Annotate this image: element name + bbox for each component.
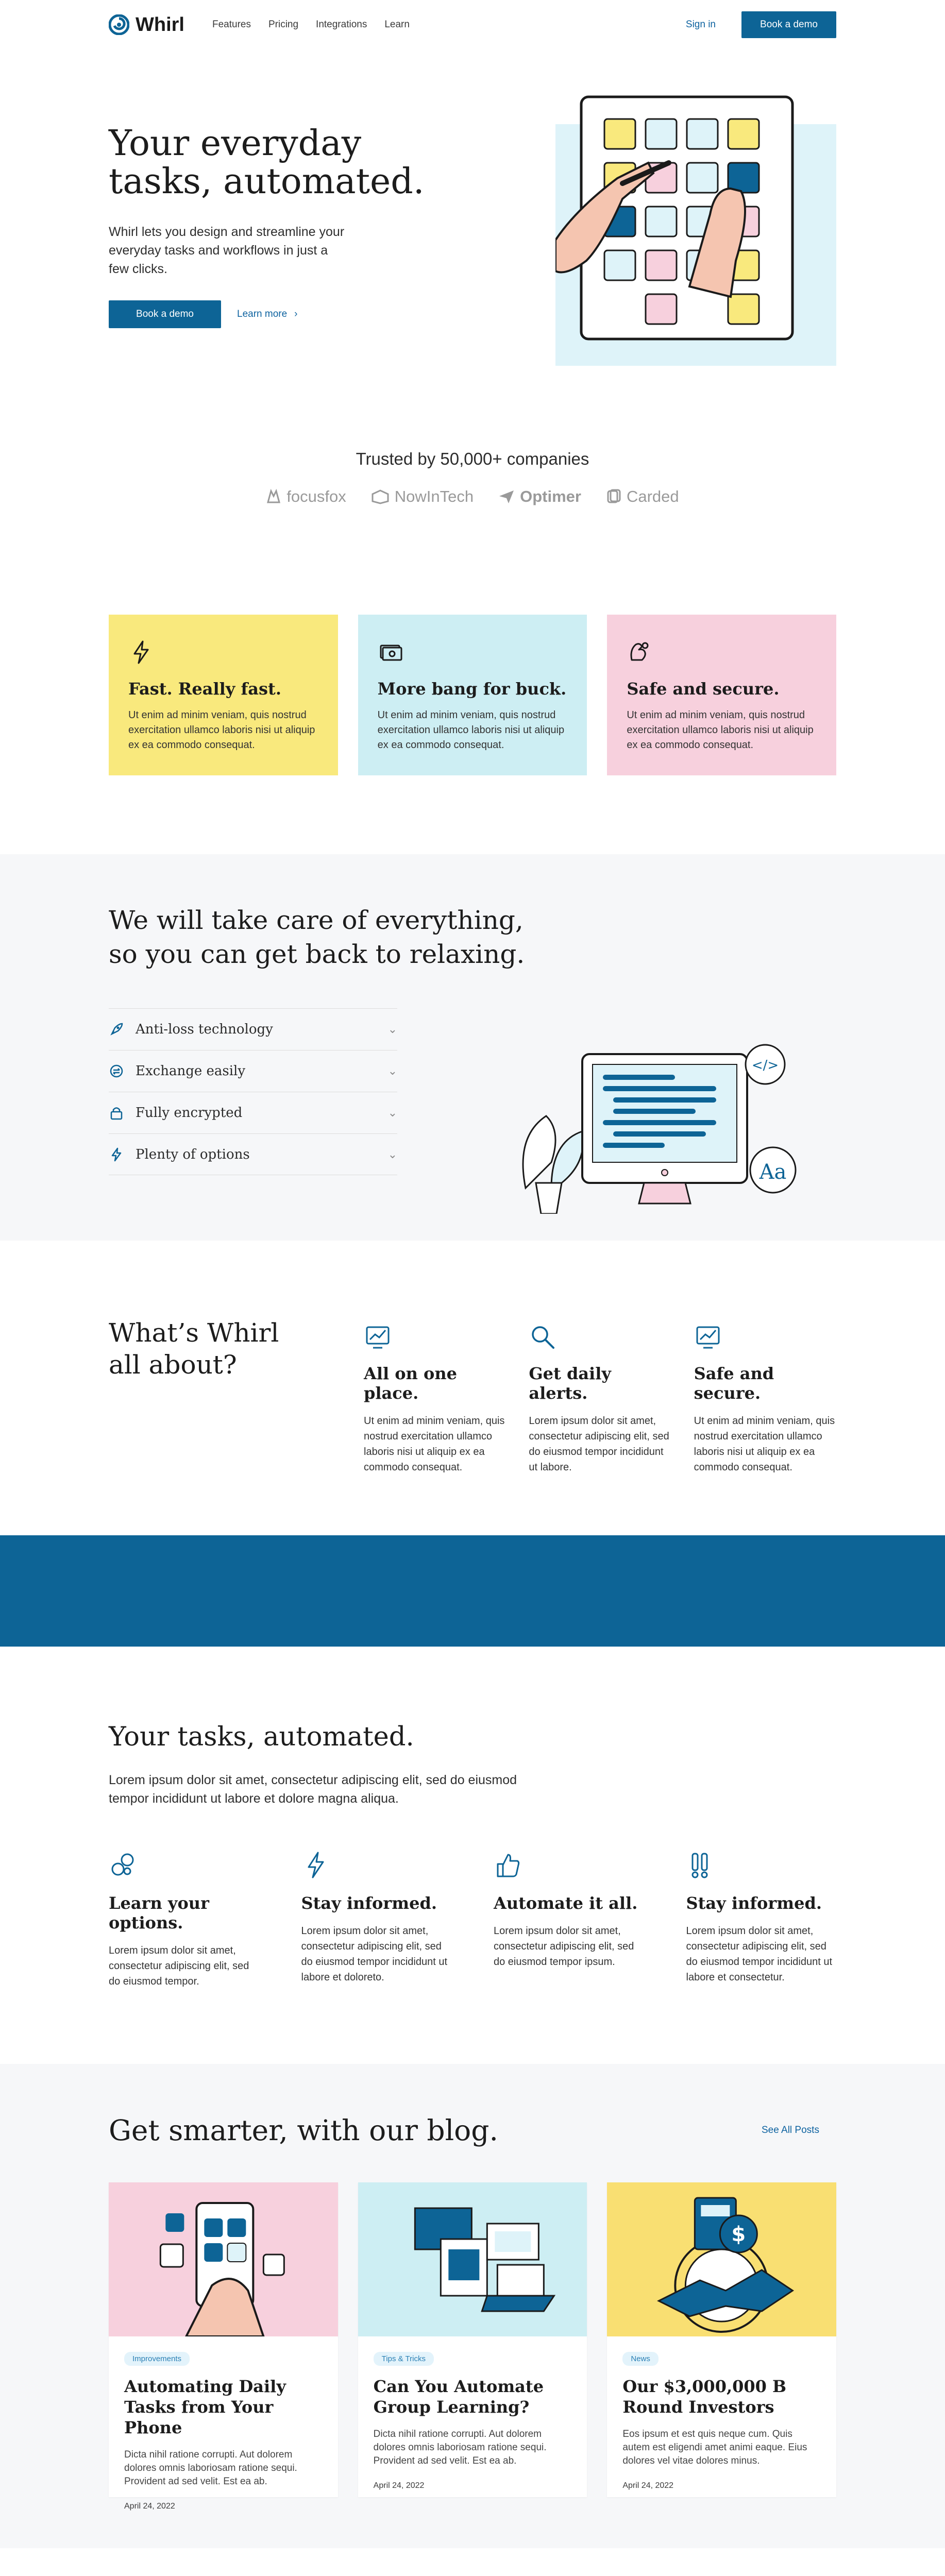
what-columns <box>364 1323 836 1475</box>
blog-card-date: April 24, 2022 <box>124 2502 175 2511</box>
top-nav <box>109 0 836 49</box>
logo-optimer <box>498 487 581 506</box>
tasks-col-options <box>109 1851 259 1989</box>
care-title-line2: so you can get back to relaxing. <box>109 939 525 969</box>
optimer-icon <box>498 489 515 504</box>
hero-title-line1: Your everyday <box>109 123 362 164</box>
tasks-col-text: Lorem ipsum dolor sit amet, consectetur adipiscing elit, sed do eiusmod tempor ipsum. <box>494 1925 634 1968</box>
tasks-col-title: Learn your options. <box>109 1893 209 1933</box>
circles-icon <box>109 1851 138 1879</box>
logo-optimer-label: Optimer <box>520 487 581 505</box>
blog-card-date: April 24, 2022 <box>373 2481 425 2490</box>
logo-focusfox <box>266 487 346 506</box>
hands-icon <box>627 639 652 665</box>
tasks-col-text: Lorem ipsum dolor sit amet, consectetur adipiscing elit, sed do eiusmod tempor incididunt ut labore et doloreto. <box>301 1925 447 1983</box>
blog-tag: News <box>622 2352 659 2366</box>
blog-card-text: Dicta nihil ratione corrupti. Aut dolorem dolores omnis laboriosam ratione sequi. Provident ad sed velit. Est ea ab. <box>373 2429 547 2466</box>
see-all-posts-link[interactable]: See All Posts <box>762 2125 819 2136</box>
chart-icon <box>694 1323 722 1351</box>
blog-card-image <box>358 2182 587 2336</box>
blog-card-body <box>109 2336 338 2527</box>
blog-card[interactable] <box>607 2182 836 2497</box>
nav-link-pricing[interactable]: Pricing <box>268 19 299 30</box>
feature-text: Ut enim ad minim veniam, quis nostrud exercitation ullamco laboris nisi ut aliquip ex ea commodo consequat. <box>377 709 565 751</box>
what-col-alerts <box>529 1323 671 1475</box>
feature-text: Ut enim ad minim veniam, quis nostrud exercitation ullamco laboris nisi ut aliquip ex ea commodo consequat. <box>128 709 315 751</box>
what-col-title: All on one place. <box>364 1364 457 1403</box>
accordion-label: Plenty of options <box>136 1146 250 1162</box>
chevron-down-icon: ⌄ <box>387 1023 397 1036</box>
whirl-logo-icon <box>109 14 129 35</box>
tasks-col-text: Lorem ipsum dolor sit amet, consectetur adipiscing elit, sed do eiusmod tempor incididunt ut labore et consectetur. <box>686 1925 832 1983</box>
feature-text: Ut enim ad minim veniam, quis nostrud exercitation ullamco laboris nisi ut aliquip ex ea commodo consequat. <box>627 709 814 751</box>
handshake-money-illustration <box>607 2182 836 2336</box>
nav-actions <box>686 11 836 38</box>
blog-cards <box>109 2182 836 2511</box>
accordion-item-anti-loss[interactable] <box>109 1008 397 1050</box>
logo-carded-label: Carded <box>626 487 679 505</box>
nav-link-integrations[interactable]: Integrations <box>316 19 367 30</box>
blog-tag: Tips & Tricks <box>374 2352 434 2366</box>
care-title <box>109 903 525 971</box>
magnifier-icon <box>529 1323 556 1351</box>
blog-card-title[interactable]: Our $3,000,000 B Round Investors <box>622 2377 787 2417</box>
nowintech-icon <box>371 489 390 504</box>
focusfox-icon <box>266 489 281 504</box>
blog-card-body <box>358 2336 587 2506</box>
blog-card[interactable] <box>358 2182 587 2497</box>
lightning-icon <box>301 1851 330 1879</box>
rocket-icon <box>109 1022 124 1037</box>
tasks-subtitle: Lorem ipsum dolor sit amet, consectetur adipiscing elit, sed do eiusmod tempor incididunt ut labore et dolore magna aliqua. <box>109 1773 517 1806</box>
hero-book-demo-button[interactable]: Book a demo <box>109 300 221 328</box>
what-col-text: Ut enim ad minim veniam, quis nostrud exercitation ullamco laboris nisi ut aliquip ex ea commodo consequat. <box>694 1415 835 1473</box>
logo-focusfox-label: focusfox <box>286 487 346 505</box>
svg-text:$: $ <box>731 2223 746 2246</box>
hero-illustration <box>555 91 836 366</box>
blog-tag: Improvements <box>124 2352 190 2366</box>
chevron-right-icon: › <box>294 309 298 319</box>
accordion-label: Fully encrypted <box>136 1105 243 1121</box>
blog-card-text: Dicta nihil ratione corrupti. Aut dolorem dolores omnis laboriosam ratione sequi. Provident ad sed velit. Est ea ab. <box>124 2449 297 2487</box>
feature-card-secure <box>607 615 836 775</box>
learn-more-label: Learn more <box>237 309 288 319</box>
feature-cards <box>109 615 836 775</box>
feature-card-fast <box>109 615 338 775</box>
book-demo-button[interactable]: Book a demo <box>741 11 836 38</box>
lock-icon <box>109 1105 124 1121</box>
tasks-col-informed <box>301 1851 452 1989</box>
what-col-text: Lorem ipsum dolor sit amet, consectetur adipiscing elit, sed do eiusmod tempor incididunt ut labore. <box>529 1415 669 1473</box>
care-accordion <box>109 1008 397 1175</box>
tasks-title: Your tasks, automated. <box>109 1722 414 1752</box>
accordion-item-options[interactable] <box>109 1133 397 1175</box>
phone-apps-illustration <box>109 2182 338 2336</box>
tasks-col-automate <box>494 1851 644 1989</box>
lightning-icon <box>109 1147 124 1162</box>
accordion-label: Anti-loss technology <box>136 1022 273 1037</box>
svg-text:</>: </> <box>751 1058 779 1073</box>
blog-card-date: April 24, 2022 <box>622 2481 674 2490</box>
nav-link-learn[interactable]: Learn <box>384 19 410 30</box>
partner-logos <box>0 487 945 506</box>
feature-card-bang <box>358 615 587 775</box>
what-title-line2: all about? <box>109 1350 237 1380</box>
hero-title <box>109 125 480 201</box>
blog-card[interactable] <box>109 2182 338 2511</box>
tasks-col-text: Lorem ipsum dolor sit amet, consectetur adipiscing elit, sed do eiusmod tempor. <box>109 1945 249 1987</box>
carded-icon <box>606 489 621 504</box>
feature-title: More bang for buck. <box>377 679 567 699</box>
feature-title: Fast. Really fast. <box>128 679 281 699</box>
code-monitor-illustration <box>505 1044 809 1214</box>
care-title-line1: We will take care of everything, <box>109 905 524 935</box>
tasks-col-title: Stay informed. <box>301 1893 437 1913</box>
chevron-down-icon: ⌄ <box>387 1064 397 1077</box>
nav-link-features[interactable]: Features <box>212 19 251 30</box>
svg-text:Aa: Aa <box>759 1160 787 1184</box>
exchange-icon <box>109 1063 124 1079</box>
what-col-secure <box>694 1323 836 1475</box>
sign-in-link[interactable]: Sign in <box>685 19 716 30</box>
what-col-text: Ut enim ad minim veniam, quis nostrud exercitation ullamco laboris nisi ut aliquip ex ea commodo consequat. <box>364 1415 505 1473</box>
accordion-item-encrypted[interactable] <box>109 1092 397 1133</box>
blog-card-image <box>109 2182 338 2336</box>
blog-card-title[interactable]: Can You Automate Group Learning? <box>373 2377 544 2417</box>
hero-title-line2: tasks, automated. <box>109 161 425 202</box>
hero-subtitle: Whirl lets you design and streamline your everyday tasks and workflows in just a few clicks. <box>109 225 345 276</box>
blog-title: Get smarter, with our blog. <box>109 2114 498 2147</box>
accordion-label: Exchange easily <box>136 1063 246 1079</box>
blog-card-image <box>607 2182 836 2336</box>
group-learning-illustration <box>358 2182 587 2336</box>
blog-card-text: Eos ipsum et est quis neque cum. Quis autem est eligendi amet animi eaque. Eius dolores vel vitae dolores minus. <box>622 2429 807 2466</box>
what-col-one-place <box>364 1323 506 1475</box>
thumbs-up-icon <box>494 1851 522 1879</box>
blog-card-title[interactable]: Automating Daily Tasks from Your Phone <box>124 2377 286 2437</box>
tasks-col-title: Stay informed. <box>686 1893 822 1913</box>
what-col-title: Get daily alerts. <box>529 1364 611 1403</box>
nav-links <box>212 19 410 30</box>
accent-band <box>0 1535 945 1647</box>
what-col-title: Safe and secure. <box>694 1364 774 1403</box>
chevron-down-icon: ⌄ <box>387 1147 397 1161</box>
brand-name: Whirl <box>136 13 184 36</box>
logo-nowintech <box>371 487 474 506</box>
tasks-col-title: Automate it all. <box>494 1893 638 1913</box>
brand-logo[interactable] <box>109 14 184 36</box>
trusted-title: Trusted by 50,000+ companies <box>356 449 589 468</box>
what-title-line1: What’s Whirl <box>109 1318 279 1348</box>
blog-card-body <box>607 2336 836 2506</box>
alert-icon <box>686 1851 715 1879</box>
chart-icon <box>364 1323 392 1351</box>
learn-more-link[interactable] <box>237 300 298 328</box>
logo-nowintech-label: NowInTech <box>394 487 474 505</box>
logo-carded <box>606 487 679 506</box>
lightning-icon <box>128 639 154 665</box>
money-icon <box>378 639 403 665</box>
tasks-columns <box>109 1851 836 1989</box>
chevron-down-icon: ⌄ <box>387 1106 397 1119</box>
accordion-item-exchange[interactable] <box>109 1050 397 1092</box>
what-title <box>109 1317 279 1381</box>
tasks-col-informed-2 <box>686 1851 837 1989</box>
feature-title: Safe and secure. <box>627 679 780 699</box>
